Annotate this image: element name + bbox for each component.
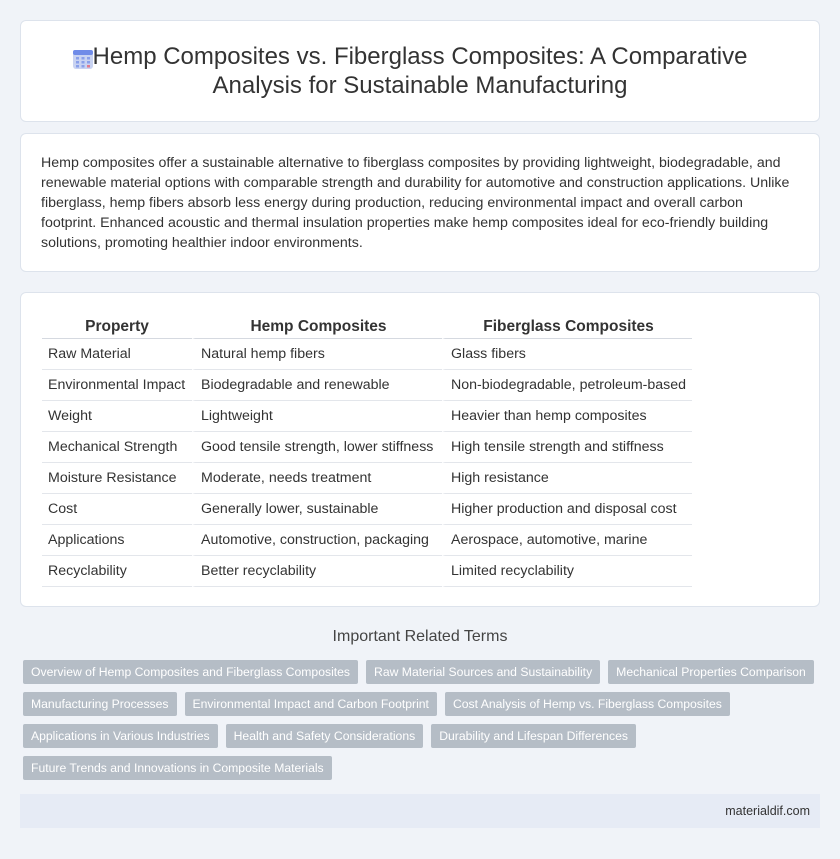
table-header-row (42, 315, 692, 339)
intro-paragraph: Hemp composites offer a sustainable alternative to fiberglass composites by providing lightweight, biodegradable, and renewable material options with comparable strength and durability for automotive and construction applications. Unlike fiberglass, hemp fibers absorb less energy during production, reducing environmental impact and overall carbon footprint. Enhanced acoustic and thermal insulation properties make hemp composites ideal for eco-friendly building solutions, promoting healthier indoor environments. (41, 155, 790, 251)
footer (20, 794, 820, 828)
tag-future-trends[interactable]: Future Trends and Innovations in Composite Materials (23, 756, 332, 780)
tag-raw-material[interactable]: Raw Material Sources and Sustainability (366, 660, 600, 684)
table-row (42, 401, 692, 432)
comparison-card (20, 292, 820, 607)
tag-environmental[interactable]: Environmental Impact and Carbon Footprint (185, 692, 437, 716)
tag-mechanical[interactable]: Mechanical Properties Comparison (608, 660, 814, 684)
tag-overview[interactable]: Overview of Hemp Composites and Fiberglass Composites (23, 660, 358, 684)
cell-hemp: Automotive, construction, packaging (192, 525, 442, 556)
cell-fiberglass: Glass fibers (442, 339, 692, 370)
cell-fiberglass: Aerospace, automotive, marine (442, 525, 692, 556)
table-row (42, 463, 692, 494)
intro-card (20, 133, 820, 272)
tag-health-safety[interactable]: Health and Safety Considerations (226, 724, 424, 748)
table-row (42, 432, 692, 463)
header-hemp: Hemp Composites (192, 315, 442, 339)
tag-durability[interactable]: Durability and Lifespan Differences (431, 724, 636, 748)
cell-property: Cost (42, 494, 192, 525)
cell-property: Recyclability (42, 556, 192, 587)
comparison-table (42, 315, 692, 587)
related-terms-title: Important Related Terms (332, 628, 508, 645)
related-terms-tags (23, 660, 823, 780)
table-row (42, 370, 692, 401)
cell-property: Mechanical Strength (42, 432, 192, 463)
cell-property: Moisture Resistance (42, 463, 192, 494)
cell-hemp: Lightweight (192, 401, 442, 432)
cell-hemp: Natural hemp fibers (192, 339, 442, 370)
page-title: Hemp Composites vs. Fiberglass Composites: A Comparative Analysis for Sustainable Manufacturing (92, 43, 748, 99)
cell-fiberglass: Non-biodegradable, petroleum-based (442, 370, 692, 401)
cell-hemp: Generally lower, sustainable (192, 494, 442, 525)
cell-hemp: Better recyclability (192, 556, 442, 587)
cell-fiberglass: High tensile strength and stiffness (442, 432, 692, 463)
table-row (42, 556, 692, 587)
tag-cost[interactable]: Cost Analysis of Hemp vs. Fiberglass Composites (445, 692, 730, 716)
cell-property: Applications (42, 525, 192, 556)
cell-fiberglass: Higher production and disposal cost (442, 494, 692, 525)
cell-hemp: Moderate, needs treatment (192, 463, 442, 494)
table-row (42, 525, 692, 556)
cell-fiberglass: Limited recyclability (442, 556, 692, 587)
cell-fiberglass: High resistance (442, 463, 692, 494)
footer-site[interactable]: materialdif.com (725, 804, 810, 818)
cell-fiberglass: Heavier than hemp composites (442, 401, 692, 432)
cell-property: Weight (42, 401, 192, 432)
cell-hemp: Biodegradable and renewable (192, 370, 442, 401)
title-card (20, 20, 820, 122)
tag-applications[interactable]: Applications in Various Industries (23, 724, 218, 748)
cell-property: Raw Material (42, 339, 192, 370)
header-fiberglass: Fiberglass Composites (442, 315, 692, 339)
cell-hemp: Good tensile strength, lower stiffness (192, 432, 442, 463)
tag-manufacturing[interactable]: Manufacturing Processes (23, 692, 177, 716)
cell-property: Environmental Impact (42, 370, 192, 401)
table-row (42, 494, 692, 525)
table-row (42, 339, 692, 370)
header-property: Property (42, 315, 192, 339)
